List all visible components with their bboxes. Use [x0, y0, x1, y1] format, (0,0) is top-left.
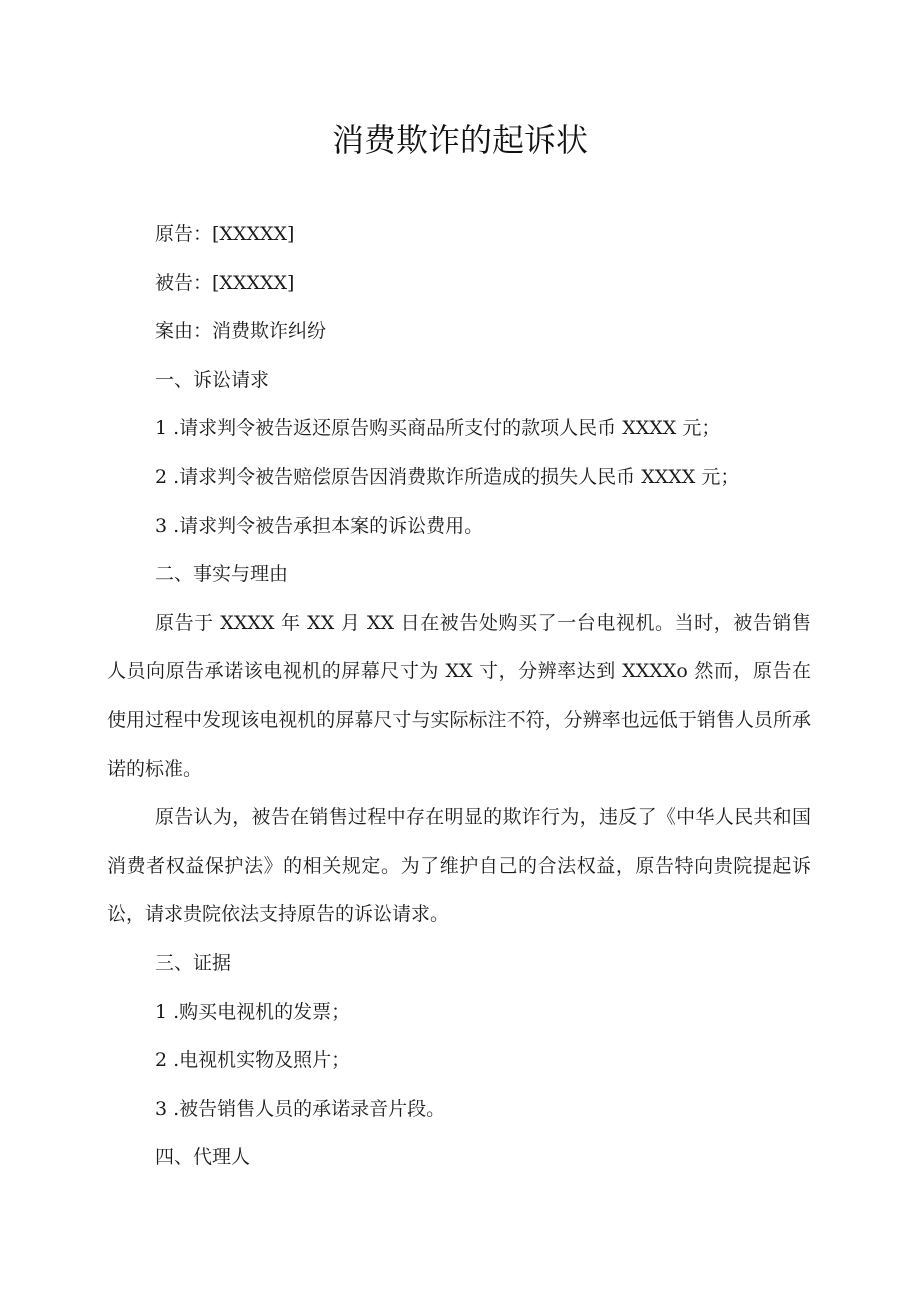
claim-item: 3 .请求判令被告承担本案的诉讼费用。: [155, 514, 484, 537]
cause-line: 案由：消费欺诈纠纷: [155, 320, 327, 343]
section-heading-facts: 二、事实与理由: [155, 563, 289, 586]
section-heading-evidence: 三、证据: [155, 951, 232, 974]
plaintiff-line: 原告：[XXXXX]: [155, 223, 295, 245]
defendant-line: 被告：[XXXXX]: [155, 271, 295, 294]
document-body: [107, 210, 811, 1182]
section-heading-agent: 四、代理人: [155, 1146, 251, 1169]
claim-item: 2 .请求判令被告赔偿原告因消费欺诈所造成的损失人民币 XXXX 元；: [155, 465, 740, 488]
section-heading-claims: 一、诉讼请求: [155, 368, 270, 391]
document-title: 消费欺诈的起诉状: [331, 121, 588, 159]
facts-paragraph: 原告于 XXXX 年 XX 月 XX 日在被告处购买了一台电视机。当时，被告销售人员向原告承诺该电视机的屏幕尺寸为 XX 寸，分辨率达到 XXXXo 然而，原告在使用过程中发现该电视机的屏幕尺寸与实际标注不符，分辨率也远低于销售人员所承诺的标准。: [107, 611, 811, 780]
evidence-item: 1 .购买电视机的发票；: [155, 1000, 351, 1023]
facts-paragraph: 原告认为，被告在销售过程中存在明显的欺诈行为，违反了《中华人民共和国消费者权益保护法》的相关规定。为了维护自己的合法权益，原告特向贵院提起诉讼，请求贵院依法支持原告的诉讼请求。: [107, 806, 811, 926]
evidence-item: 2 .电视机实物及照片；: [155, 1049, 351, 1072]
evidence-item: 3 .被告销售人员的承诺录音片段。: [155, 1097, 446, 1120]
claim-item: 1 .请求判令被告返还原告购买商品所支付的款项人民币 XXXX 元；: [155, 417, 721, 440]
